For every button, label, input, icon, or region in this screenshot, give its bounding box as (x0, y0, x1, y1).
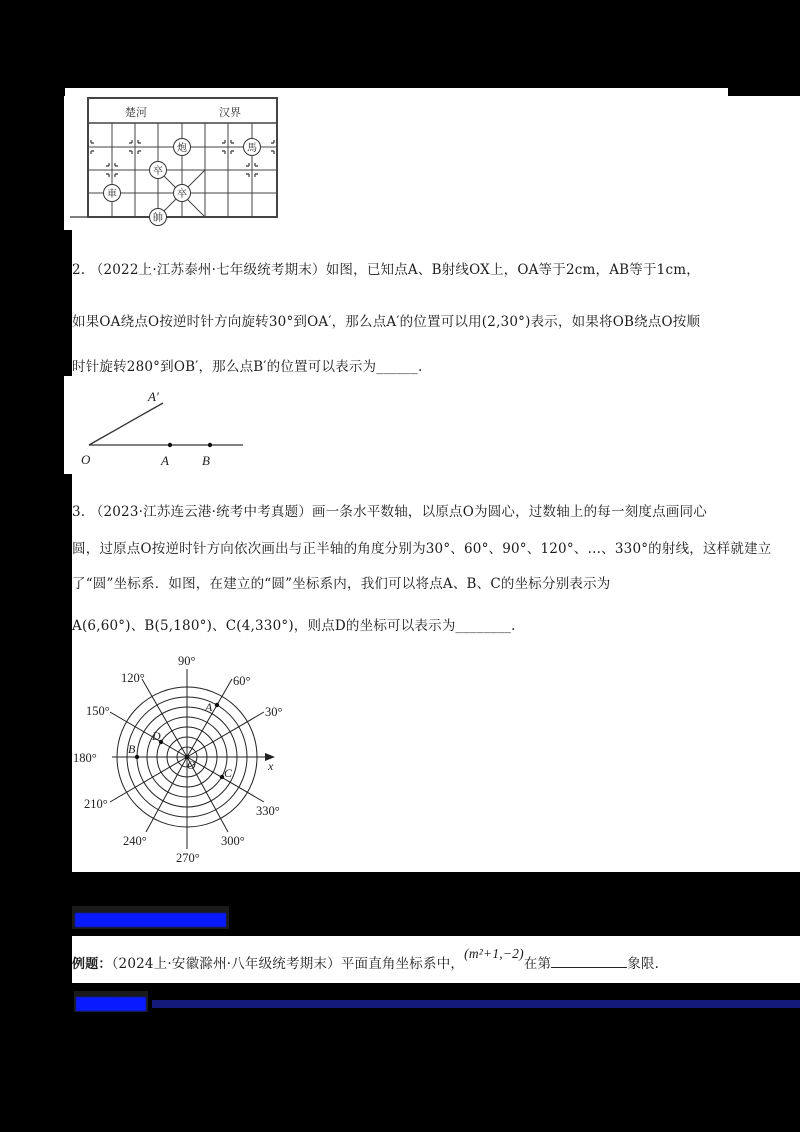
angle-120: 120° (121, 671, 145, 685)
example-line (72, 946, 660, 972)
angle-30: 30° (265, 705, 283, 719)
problem2-text-1: 如图，已知点A、B射线OX上，OA等于2cm，AB等于1cm， (325, 262, 700, 278)
point-b-label: B (128, 742, 136, 756)
answer-blank[interactable] (551, 955, 627, 968)
example-text-b: 在第 (523, 956, 552, 972)
problem2-line1 (72, 258, 700, 278)
label-a-prime: A′ (148, 389, 159, 404)
piece-ma: 馬 (247, 143, 257, 154)
piece-zu-1: 卒 (153, 166, 163, 177)
angle-210: 210° (84, 797, 108, 811)
section2-heading (72, 906, 229, 929)
circle-coordinate-figure (72, 648, 292, 868)
problem2-source: （2022上·江苏泰州·七年级统考期末） (89, 262, 326, 278)
problem3-number: 3. (72, 504, 86, 520)
point-o-label: O (187, 758, 196, 772)
problem3-line1 (72, 500, 707, 520)
chess-board-figure (60, 94, 290, 230)
piece-ju: 車 (107, 189, 117, 200)
angle-180: 180° (73, 751, 97, 765)
river-left-label: 楚河 (125, 107, 147, 119)
section3-bar (152, 1000, 800, 1008)
point-d-label: D (152, 729, 161, 743)
piece-zu-2: 卒 (177, 189, 187, 200)
point-c-label: C (224, 766, 233, 780)
piece-shuai: 帥 (153, 213, 163, 224)
problem2-line3: 时针旋转280°到OB′，那么点B′的位置可以表示为______. (72, 359, 423, 375)
section3-heading-text: 【变式训练】 (78, 997, 144, 1010)
angle-150: 150° (86, 704, 110, 718)
problem3-source: （2023·江苏连云港·统考中考真题） (89, 504, 313, 520)
example-text-c: 象限. (627, 956, 660, 972)
angle-240: 240° (123, 834, 147, 848)
problem2-line2: 如果OA绕点O按逆时针方向旋转30°到OA′，那么点A′的位置可以用(2,30°)表示，如果将OB绕点O按顺 (72, 314, 701, 330)
problem3-line4: A(6,60°)、B(5,180°)、C(4,330°)，则点D的坐标可以表示为________. (72, 618, 516, 634)
example-label: 例题： (72, 957, 112, 972)
label-b: B (202, 453, 210, 468)
problem3-line2: 圆，过原点O按逆时针方向依次画出与正半轴的角度分别为30°、60°、90°、120°、…、330°的射线，这样就建立 (72, 541, 772, 557)
point-a-label: A (205, 700, 213, 714)
problem3-line3: 了“圆”坐标系．如图，在建立的“圆”坐标系内，我们可以将点A、B、C的坐标分别表示为 (72, 576, 611, 592)
piece-pao: 炮 (177, 143, 187, 154)
angle-270: 270° (176, 851, 200, 865)
problem3-text-1: 画一条水平数轴，以原点O为圆心，过数轴上的每一刻度点画同心 (312, 504, 707, 520)
river-right-label: 汉界 (219, 107, 241, 119)
angle-330: 330° (256, 804, 280, 818)
section3-heading (74, 991, 148, 1012)
example-source: （2024上·安徽滁州·八年级统考期末） (111, 956, 341, 972)
angle-300: 300° (221, 834, 245, 848)
example-text-a: 平面直角坐标系中， (340, 956, 465, 972)
ray-figure (64, 376, 264, 474)
label-o: O (81, 452, 91, 467)
axis-x-label: x (268, 759, 274, 773)
angle-60: 60° (233, 674, 251, 688)
example-expression: (m²+1,−2) (464, 946, 524, 961)
label-a: A (161, 453, 169, 468)
problem2-number: 2. (72, 262, 86, 278)
section2-heading-text: 【考点二 判断点所在的象限】 (77, 913, 224, 926)
angle-90: 90° (178, 654, 196, 668)
